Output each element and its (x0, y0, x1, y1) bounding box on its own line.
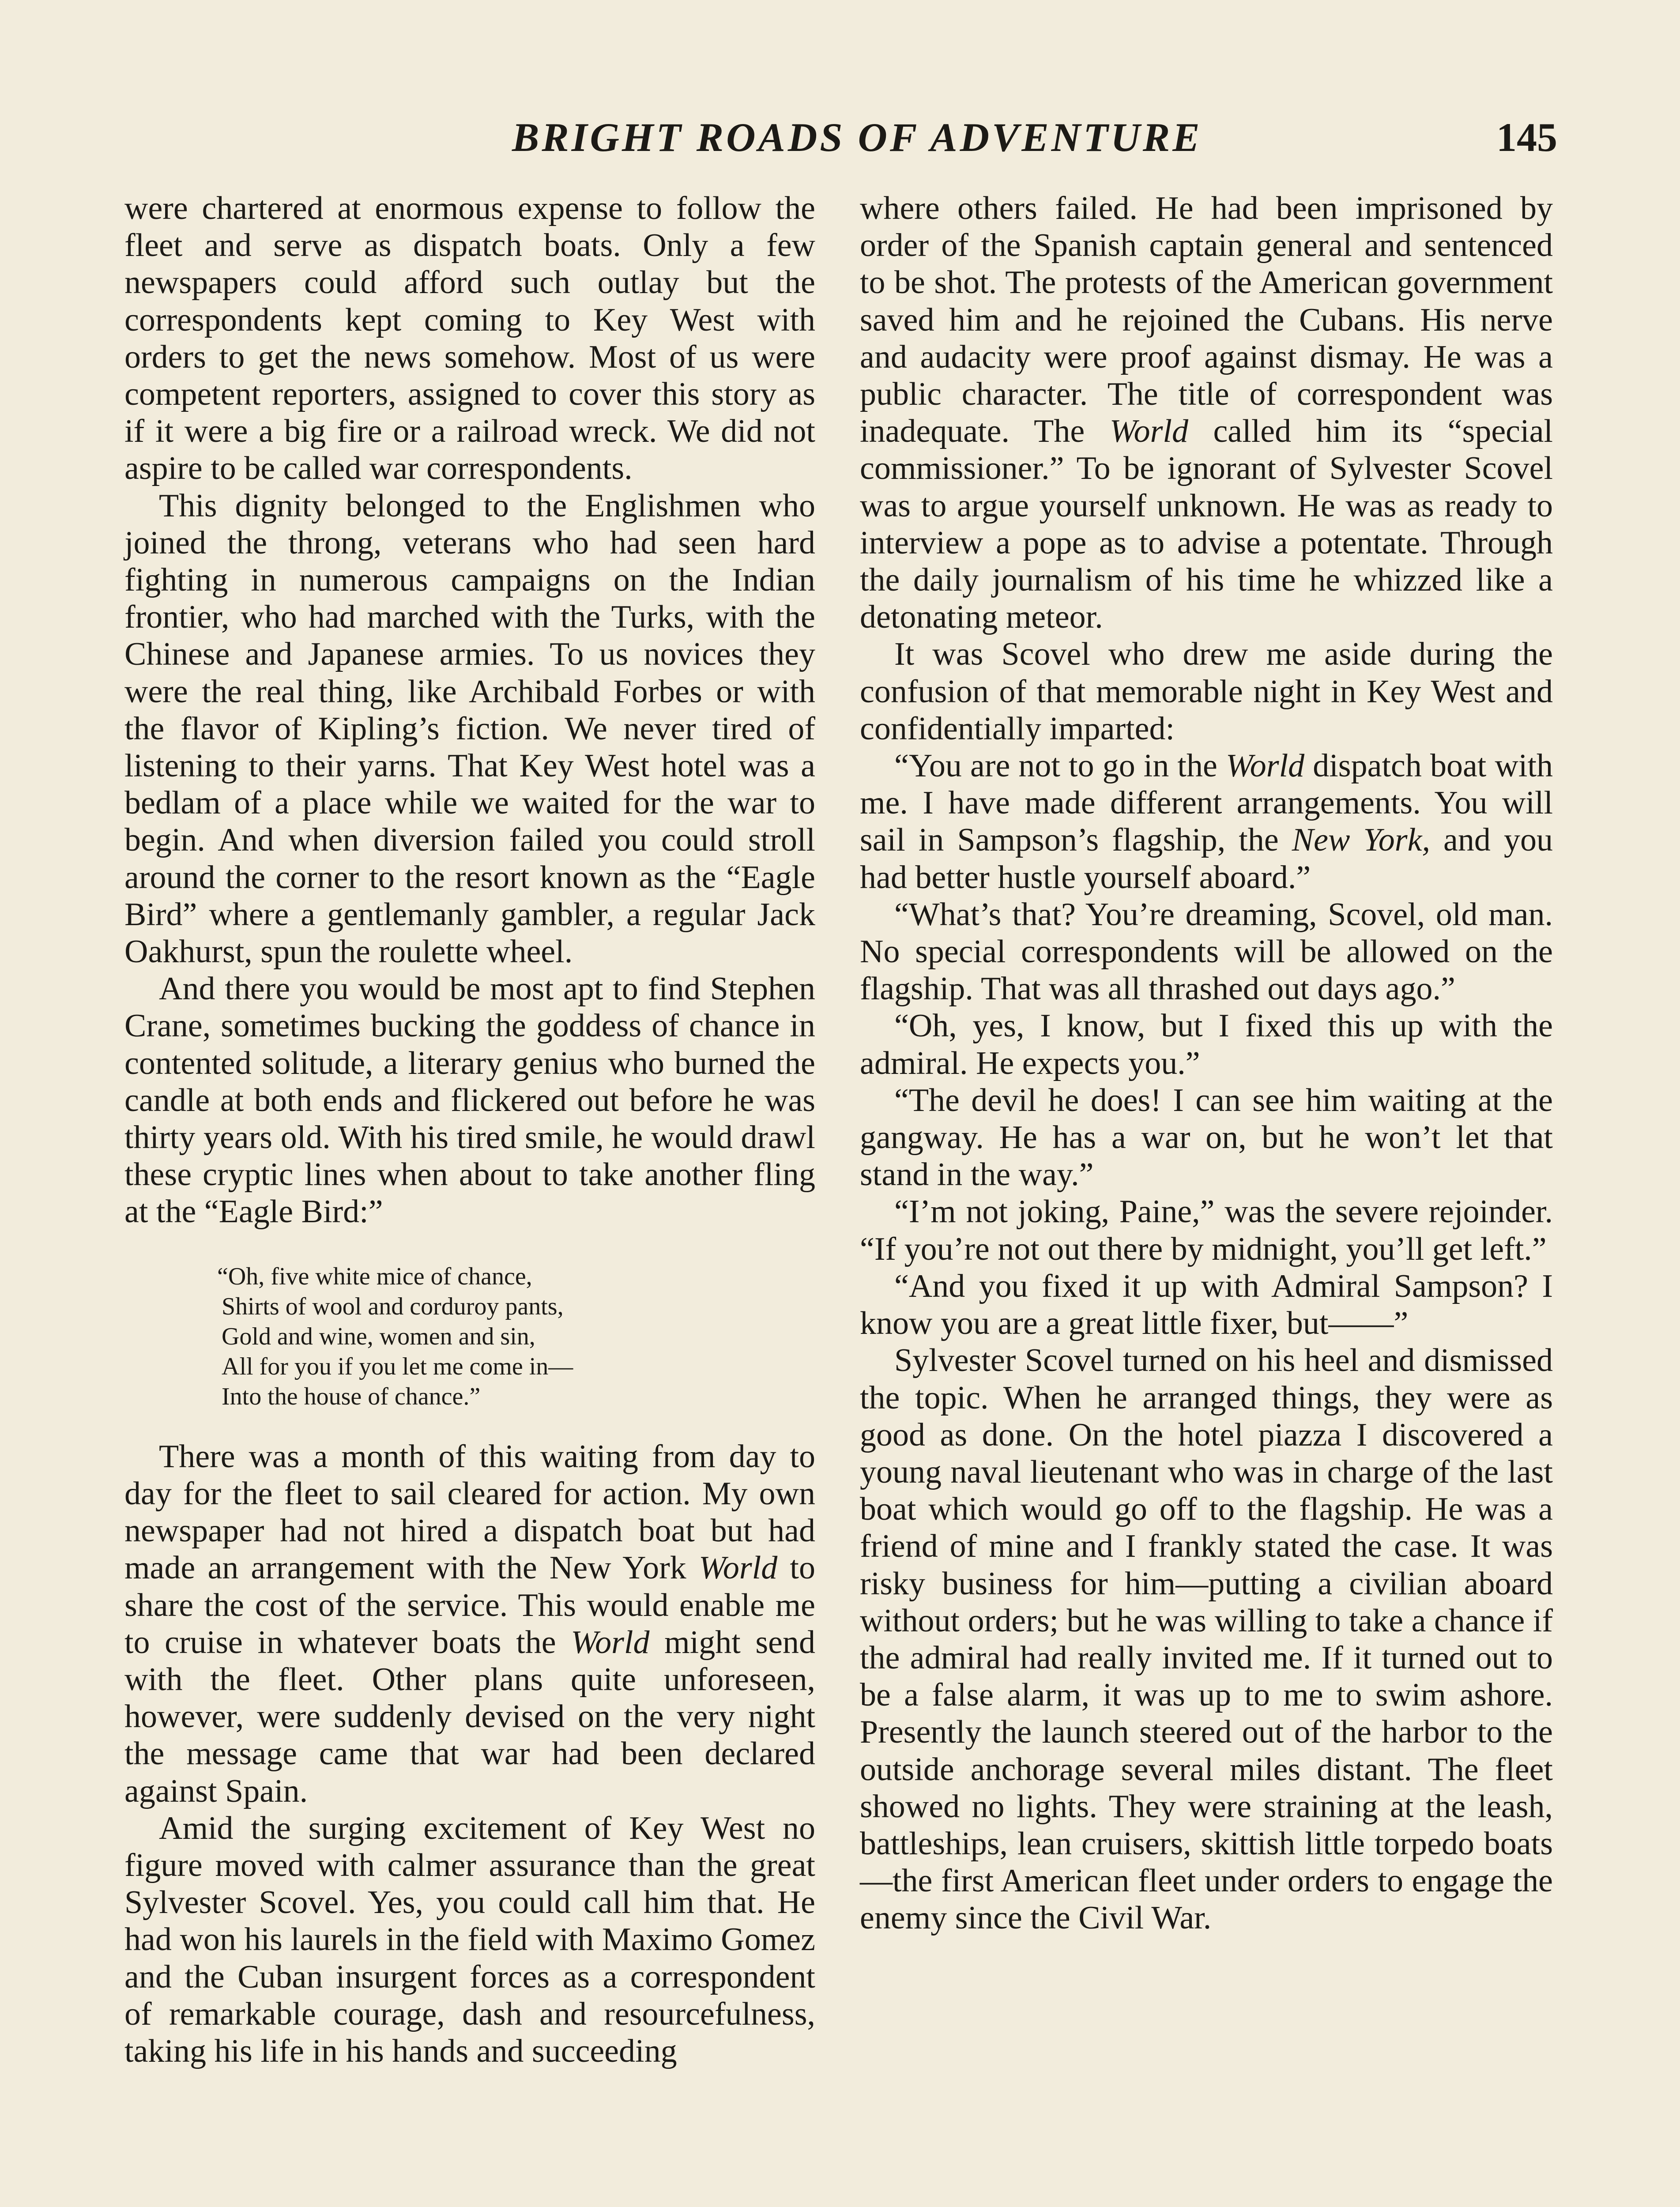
verse-line: “Oh, five white mice of chance, (217, 1262, 532, 1290)
paragraph: “You are not to go in the World dispatch boat with me. I have made different arrangements. You will sail in Sampson’s flagship, the New York, and you had better hustle yourself aboard.” (860, 748, 1553, 896)
verse-quotation (217, 1262, 815, 1412)
publication-title: World (699, 1550, 778, 1586)
paragraph: Amid the surging excitement of Key West no figure moved with calmer assurance than the great Sylvester Scovel. Yes, you could call him that. He had won his laurels in the field with Maximo Gomez and the Cuban insurgent forces as a correspondent of remarkable courage, dash and resourcefulness, taking his life in his hands and succeeding (124, 1810, 815, 2069)
verse-line: All for you if you let me come in— (222, 1352, 573, 1380)
running-head: BRIGHT ROADS OF ADVENTURE (512, 115, 1202, 160)
page-number: 145 (1496, 115, 1557, 160)
paragraph: where others failed. He had been imprisoned by order of the Spanish captain general and sentenced to be shot. The protests of the American government saved him and he rejoined the Cubans. His nerve and audacity were proof against dismay. He was a public character. The title of correspondent was inadequate. The World called him its “special commissioner.” To be ignorant of Sylvester Scovel was to argue yourself unknown. He was as ready to interview a pope as to advise a potentate. Through the daily journalism of his time he whizzed like a detonating meteor. (860, 190, 1553, 636)
publication-title: World (1109, 413, 1188, 450)
paragraph: “And you fixed it up with Admiral Sampson? I know you are a great little fixer, but——” (860, 1268, 1553, 1342)
publication-title: World (1225, 748, 1305, 784)
verse-line: Shirts of wool and corduroy pants, (222, 1292, 564, 1320)
paragraph: “What’s that? You’re dreaming, Scovel, old man. No special correspondents will be allowed on the flagship. That was all thrashed out days ago.” (860, 896, 1553, 1007)
paragraph: “The devil he does! I can see him waiting at the gangway. He has a war on, but he won’t let that stand in the way.” (860, 1082, 1553, 1193)
paragraph: There was a month of this waiting from day to day for the fleet to sail cleared for action. My own newspaper had not hired a dispatch boat but had made an arrangement with the New York World to share the cost of the service. This would enable me to cruise in whatever boats the World might send with the fleet. Other plans quite unforeseen, however, were suddenly devised on the very night the message came that war had been declared against Spain. (124, 1438, 816, 1809)
paragraph: Sylvester Scovel turned on his heel and dismissed the topic. When he arranged things, they were as good as done. On the hotel piazza I discovered a young naval lieutenant who was in charge of the last boat which would go off to the flagship. He was a friend of mine and I frankly stated the case. It was risky business for him—putting a civilian aboard without orders; but he was willing to take a chance if the admiral had really invited me. If it turned out to be a false alarm, it was up to me to swim ashore. Presently the launch steered out of the harbor to the outside anchorage several miles distant. The fleet showed no lights. They were straining at the leash, battleships, lean cruisers, skittish little torpedo boats—the first American fleet under orders to engage the enemy since the Civil War. (860, 1342, 1553, 1936)
left-column (124, 190, 815, 2070)
paragraph: were chartered at enormous expense to follow the fleet and serve as dispatch boats. Only a few newspapers could afford such outlay but the correspondents kept coming to Key West with orders to get the news somehow. Most of us were competent reporters, assigned to cover this story as if it were a big fire or a railroad wreck. We did not aspire to be called war correspondents. (124, 190, 815, 487)
verse-line: Gold and wine, women and sin, (222, 1322, 535, 1350)
paragraph: “Oh, yes, I know, but I fixed this up with the admiral. He expects you.” (860, 1008, 1553, 1081)
ship-name: New York, (1292, 822, 1430, 859)
publication-title: World (571, 1624, 650, 1661)
paragraph: And there you would be most apt to find Stephen Crane, sometimes bucking the goddess of chance in contented solitude, a literary genius who burned the candle at both ends and flickered out before he was thirty years old. With his tired smile, he would drawl these cryptic lines when about to take another fling at the “Eagle Bird:” (124, 971, 815, 1230)
paragraph: It was Scovel who drew me aside during the confusion of that memorable night in Key West and confidentially imparted: (860, 636, 1553, 747)
paragraph: “I’m not joking, Paine,” was the severe rejoinder. “If you’re not out there by midnight, you’ll get left.” (860, 1194, 1553, 1267)
paragraph: This dignity belonged to the Englishmen who joined the throng, veterans who had seen hard fighting in numerous campaigns on the Indian frontier, who had marched with the Turks, with the Chinese and Japanese armies. To us novices they were the real thing, like Archibald Forbes or with the flavor of Kipling’s fiction. We never tired of listening to their yarns. That Key West hotel was a bedlam of a place while we waited for the war to begin. And when diversion failed you could stroll around the corner to the resort known as the “Eagle Bird” where a gentlemanly gambler, a regular Jack Oakhurst, spun the roulette wheel. (124, 487, 815, 970)
verse-line: Into the house of chance.” (222, 1382, 481, 1410)
right-column (860, 190, 1553, 1937)
